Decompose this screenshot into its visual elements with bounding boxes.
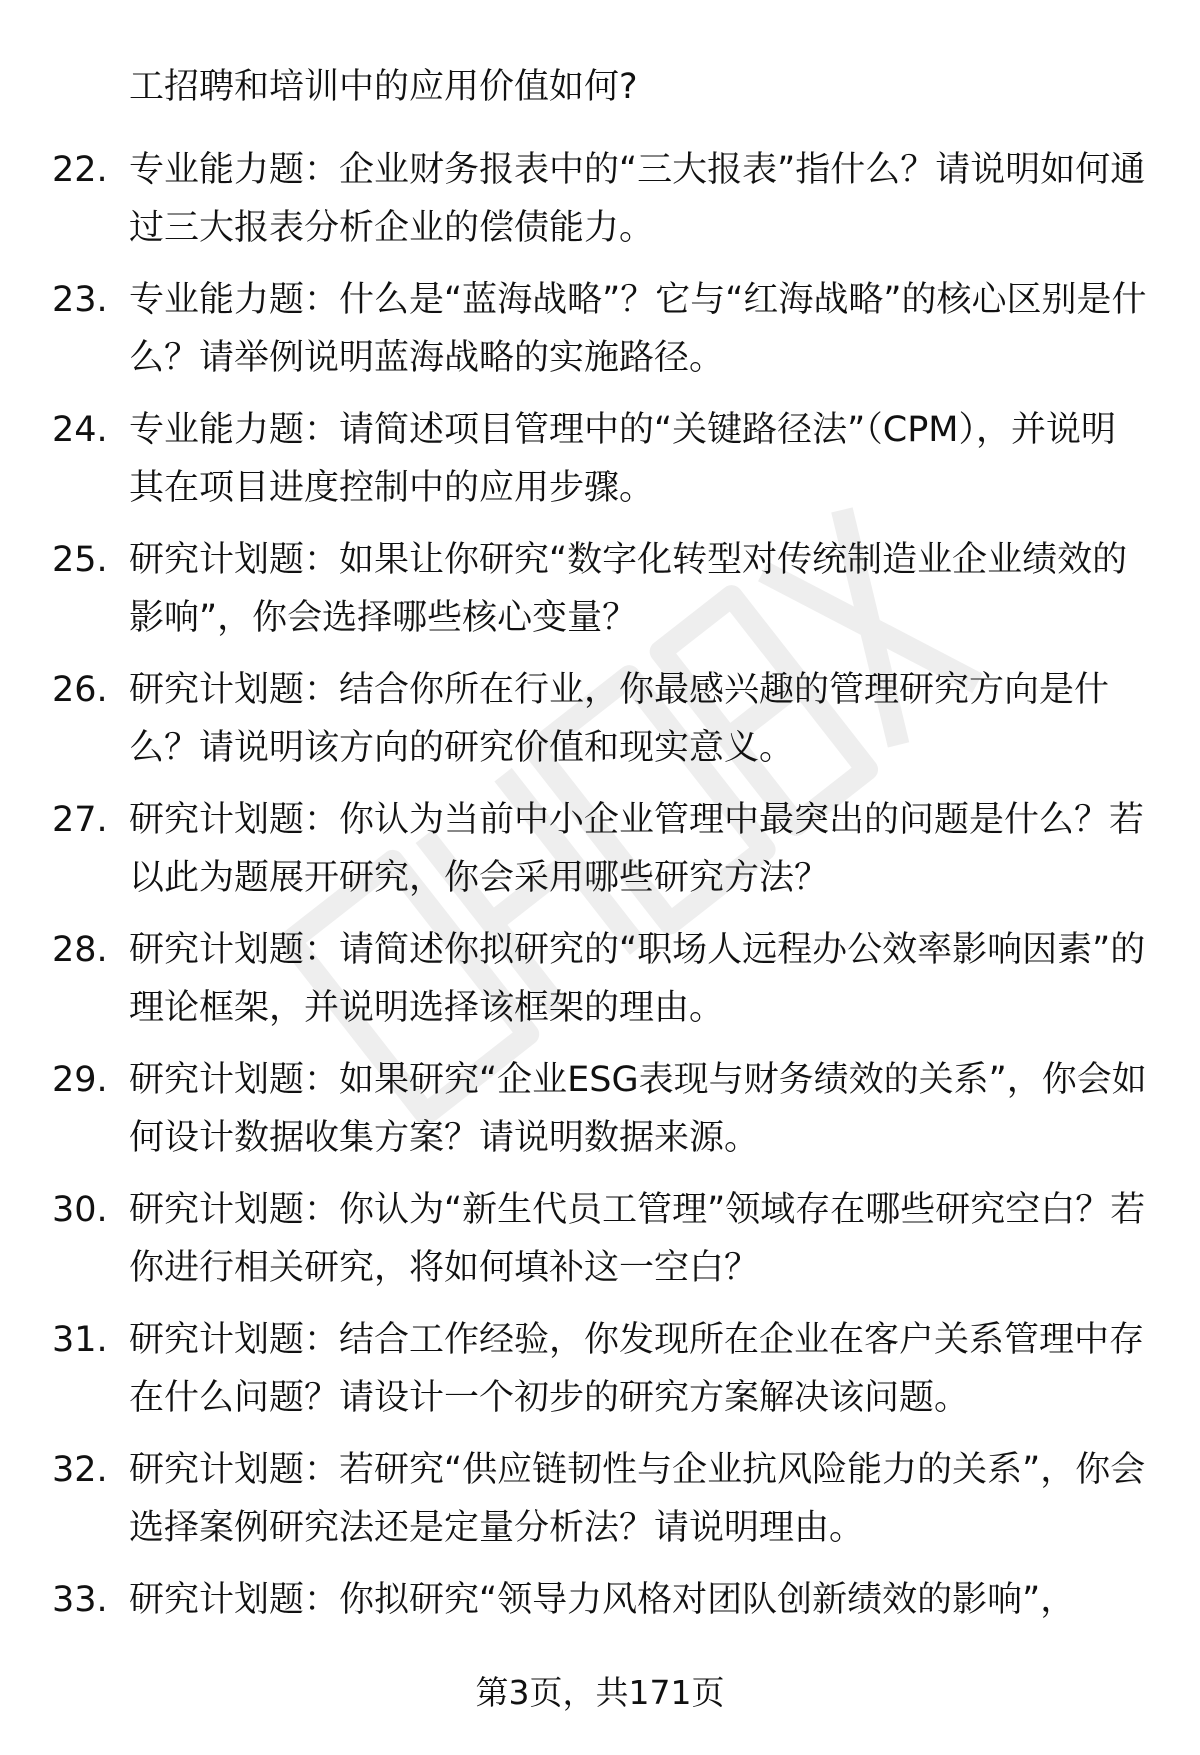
question-text: 研究计划题：你拟研究“领导力风格对团队创新绩效的影响”， [129,1580,1076,1620]
question-item [0,1181,1200,1311]
question-item [0,791,1200,921]
question-text: 研究计划题：你认为“新生代员工管理”领域存在哪些研究空白？若你进行相关研究，将如何填补这一空白？ [129,1190,1146,1288]
page-footer [0,1663,1200,1723]
question-text: 研究计划题：结合工作经验，你发现所在企业在客户关系管理中存在什么问题？请设计一个初步的研究方案解决该问题。 [129,1320,1145,1418]
question-text: 研究计划题：如果研究“企业ESG表现与财务绩效的关系”，你会如何设计数据收集方案？请说明数据来源。 [129,1060,1147,1158]
question-number: 29. [52,1060,108,1100]
question-text: 研究计划题：你认为当前中小企业管理中最突出的问题是什么？若以此为题展开研究，你会采用哪些研究方法？ [129,800,1145,898]
question-text: 专业能力题：什么是“蓝海战略”？它与“红海战略”的核心区别是什么？请举例说明蓝海战略的实施路径。 [129,280,1147,378]
question-item [0,531,1200,661]
question-number: 27. [52,800,108,840]
question-number: 23. [52,280,108,320]
question-number: 28. [52,930,108,970]
question-item [0,1311,1200,1441]
question-number: 30. [52,1190,108,1230]
question-item [0,271,1200,401]
question-item [0,1051,1200,1181]
question-text: 研究计划题：若研究“供应链韧性与企业抗风险能力的关系”，你会选择案例研究法还是定量分析法？请说明理由。 [129,1450,1146,1548]
question-number: 31. [52,1320,108,1360]
question-number: 33. [52,1580,108,1620]
question-number: 32. [52,1450,108,1490]
question-item [0,921,1200,1051]
question-item [0,661,1200,791]
question-number: 22. [52,150,108,190]
question-number: 26. [52,670,108,710]
question-text: 研究计划题：请简述你拟研究的“职场人远程办公效率影响因素”的理论框架，并说明选择该框架的理由。 [129,930,1146,1028]
question-item [0,401,1200,531]
question-text: 专业能力题：请简述项目管理中的“关键路径法”（CPM），并说明其在项目进度控制中的应用步骤。 [129,410,1117,508]
question-text: 专业能力题：企业财务报表中的“三大报表”指什么？请说明如何通过三大报表分析企业的偿债能力。 [129,150,1146,248]
continued-question-text: 工招聘和培训中的应用价值如何? [129,67,638,107]
question-text: 研究计划题：如果让你研究“数字化转型对传统制造业企业绩效的影响”，你会选择哪些核心变量？ [129,540,1128,638]
question-item [0,1441,1200,1571]
page-number-label: 第3页，共171页 [475,1673,725,1712]
question-list [0,141,1200,1701]
question-text: 研究计划题：结合你所在行业，你最感兴趣的管理研究方向是什么？请说明该方向的研究价值和现实意义。 [129,670,1110,768]
question-number: 24. [52,410,108,450]
question-item [0,141,1200,271]
question-number: 25. [52,540,108,580]
